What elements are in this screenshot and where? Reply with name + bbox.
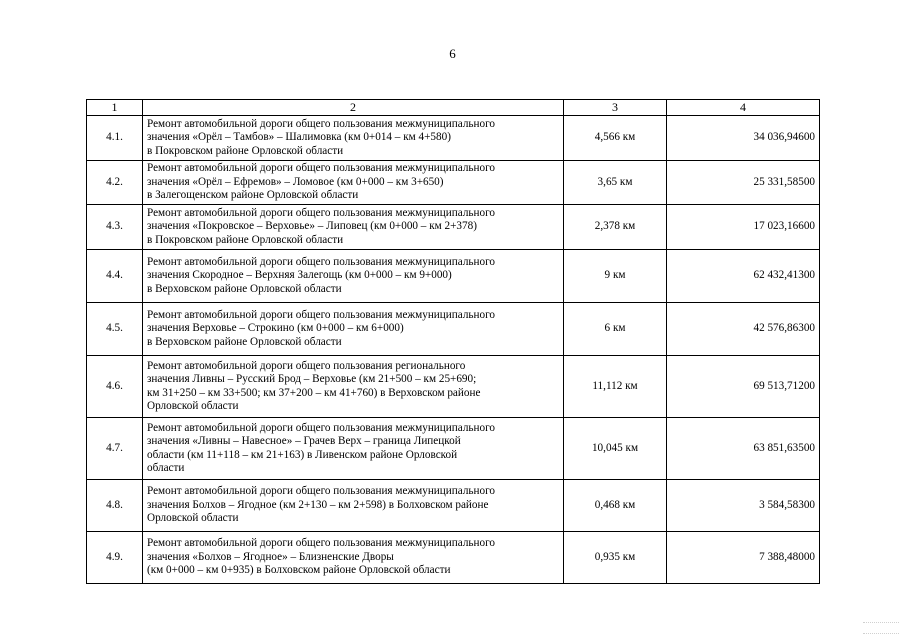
road-description: Ремонт автомобильной дороги общего пользования межмуниципального значения Скородное – Верхняя Залегощь (км 0+000 – км 9+000) в Верховском районе Орловской области — [143, 250, 564, 303]
road-description: Ремонт автомобильной дороги общего пользования межмуниципального значения «Покровское – Верховье» – Липовец (км 0+000 – км 2+378) в Покровском районе Орловской области — [143, 205, 564, 250]
page-number: 6 — [449, 46, 456, 61]
road-repair-table — [86, 99, 820, 584]
road-length: 2,378 км — [564, 205, 667, 250]
road-length: 9 км — [564, 250, 667, 303]
row-number: 4.9. — [87, 532, 143, 584]
column-header-4: 4 — [667, 100, 820, 116]
row-number: 4.6. — [87, 356, 143, 418]
repair-cost: 25 331,58500 — [667, 161, 820, 205]
repair-cost: 69 513,71200 — [667, 356, 820, 418]
repair-cost: 42 576,86300 — [667, 303, 820, 356]
road-length: 0,468 км — [564, 480, 667, 532]
road-description: Ремонт автомобильной дороги общего пользования межмуниципального значения Болхов – Ягодное (км 2+130 – км 2+598) в Болховском районе Орловской области — [143, 480, 564, 532]
repair-cost: 3 584,58300 — [667, 480, 820, 532]
road-length: 3,65 км — [564, 161, 667, 205]
repair-cost: 7 388,48000 — [667, 532, 820, 584]
repair-cost: 34 036,94600 — [667, 116, 820, 161]
road-description: Ремонт автомобильной дороги общего пользования межмуниципального значения «Болхов – Ягодное» – Близненские Дворы (км 0+000 – км 0+935) в Болховском районе Орловской области — [143, 532, 564, 584]
road-length: 0,935 км — [564, 532, 667, 584]
road-description: Ремонт автомобильной дороги общего пользования межмуниципального значения Верховье – Строкино (км 0+000 – км 6+000) в Верховском районе Орловской области — [143, 303, 564, 356]
road-length: 4,566 км — [564, 116, 667, 161]
road-length: 11,112 км — [564, 356, 667, 418]
road-description: Ремонт автомобильной дороги общего пользования межмуниципального значения «Ливны – Навесное» – Грачев Верх – граница Липецкой области (км 11+118 – км 21+163) в Ливенском районе Орловской области — [143, 418, 564, 480]
column-header-2: 2 — [143, 100, 564, 116]
table-row — [87, 205, 820, 250]
table-row — [87, 250, 820, 303]
row-number: 4.4. — [87, 250, 143, 303]
repair-cost: 63 851,63500 — [667, 418, 820, 480]
road-length: 10,045 км — [564, 418, 667, 480]
repair-cost: 17 023,16600 — [667, 205, 820, 250]
road-description: Ремонт автомобильной дороги общего пользования регионального значения Ливны – Русский Брод – Верховье (км 21+500 – км 25+690; км 31+250 – км 33+500; км 37+200 – км 41+760) в Верховском районе Орловской области — [143, 356, 564, 418]
road-description: Ремонт автомобильной дороги общего пользования межмуниципального значения «Орёл – Ефремов» – Ломовое (км 0+000 – км 3+650) в Залегощенском районе Орловской области — [143, 161, 564, 205]
row-number: 4.5. — [87, 303, 143, 356]
repair-cost: 62 432,41300 — [667, 250, 820, 303]
table-row — [87, 116, 820, 161]
table-row — [87, 532, 820, 584]
table-row — [87, 161, 820, 205]
column-header-3: 3 — [564, 100, 667, 116]
road-length: 6 км — [564, 303, 667, 356]
scan-edge-mark — [863, 622, 899, 634]
table-row — [87, 418, 820, 480]
row-number: 4.2. — [87, 161, 143, 205]
row-number: 4.3. — [87, 205, 143, 250]
road-description: Ремонт автомобильной дороги общего пользования межмуниципального значения «Орёл – Тамбов» – Шалимовка (км 0+014 – км 4+580) в Покровском районе Орловской области — [143, 116, 564, 161]
column-header-1: 1 — [87, 100, 143, 116]
row-number: 4.7. — [87, 418, 143, 480]
row-number: 4.1. — [87, 116, 143, 161]
table-row — [87, 356, 820, 418]
table-row — [87, 480, 820, 532]
table-header-row — [87, 100, 820, 116]
row-number: 4.8. — [87, 480, 143, 532]
table-row — [87, 303, 820, 356]
